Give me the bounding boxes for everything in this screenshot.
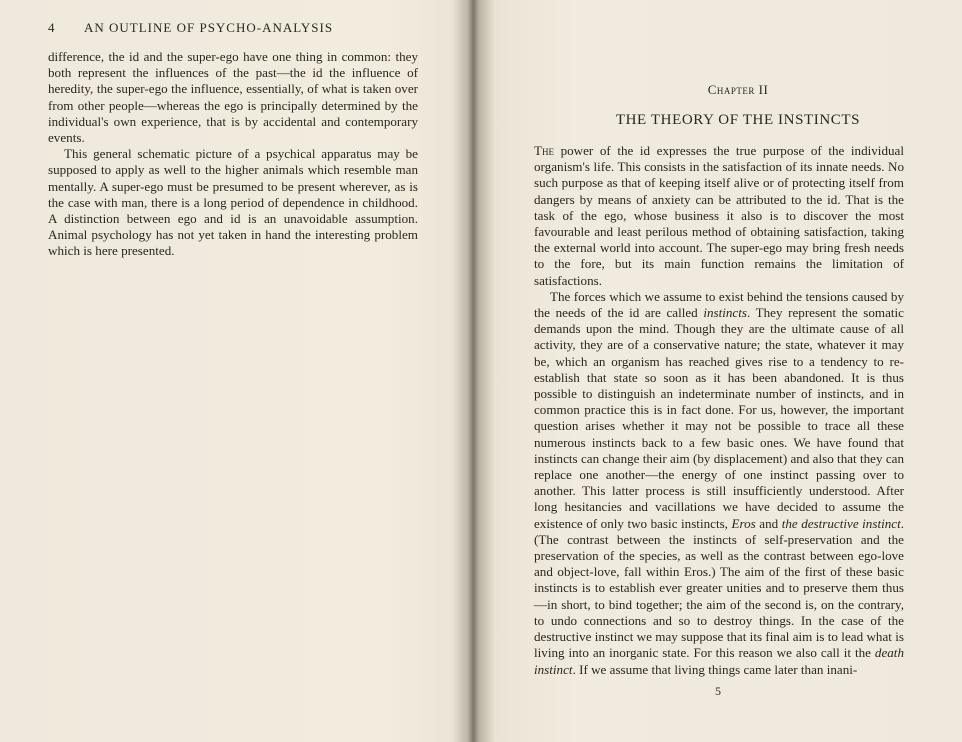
paragraph-text: and (755, 515, 782, 531)
paragraph-text: power of the id expresses the true purpose of the individual organism's life. This consists in the satisfaction of its innate needs. No such purpose as that of keeping itself alive or of protecting itself from dangers by means of anxiety can be attributed to the id. That is the task of the ego, whose business it also is to discover the most favourable and least perilous method of obtaining satisfaction, taking the external world into account. The super-ego may bring fresh needs to the fore, but its main function remains the limitation of satisfactions. (534, 143, 904, 288)
italic-term-instincts: instincts (703, 305, 747, 321)
running-head (48, 20, 420, 36)
left-page (0, 0, 470, 742)
paragraph-text: . They represent the somatic demands upon the mind. Though they are the ultimate cause of all activity, they are of a conservative nature; the state, whatever it may be, which an organism has reached gives rise to a tendency to re-establish that state so soon as it has been abandoned. It is thus possible to distinguish an indeterminate number of instincts, and in common practice this is in fact done. For us, however, the important question arises whether it may not be possible to trace all these numerous instincts back to a few basic ones. We have found that instincts can change their aim (by displacement) and also that they can replace one another—the energy of one instinct passing over to another. This latter process is still insufficiently understood. After long hesitancies and vacillations we have decided to assume the existence of only two basic instincts, (534, 305, 904, 531)
left-body-text (48, 49, 418, 260)
paragraph-lead-word: The (534, 143, 554, 158)
page-number-right: 5 (715, 684, 721, 698)
paragraph: This general schematic picture of a psychical apparatus may be supposed to apply as well to the higher animals which resemble man mentally. A super-ego must be presumed to be present wherever, as is the case with man, there is a long period of dependence in childhood. A distinction between ego and id is an unavoidable assumption. Animal psychology has not yet taken in hand the interesting problem which is here presented. (48, 146, 418, 259)
italic-term-eros: Eros (731, 515, 756, 531)
paragraph-text: . If we assume that living things came later than inani- (572, 661, 858, 677)
italic-term-destructive-instinct: the destructive instinct (781, 515, 901, 531)
right-page (478, 0, 962, 742)
paragraph-text: . (The contrast between the instincts of self-preservation and the preservation of the species, as well as the contrast between ego-love and object-love, fall within Eros.) The aim of the first of these basic instincts is to establish ever greater unities and to preserve them thus—in short, to bind together; the aim of the second is, on the contrary, to undo connections and so to destroy things. In the case of the destructive instinct we may suppose that its final aim is to lead what is living into an inorganic state. For this reason we also call it the (534, 515, 904, 661)
italic-term-death-instinct: death instinct (534, 645, 904, 677)
paragraph (534, 289, 904, 678)
paragraph (534, 143, 904, 289)
paragraph-text: The forces which we assume to exist behind the tensions caused by the needs of the id are called (534, 288, 904, 321)
chapter-label: Chapter II (707, 82, 769, 97)
chapter-title: THE THEORY OF THE INSTINCTS (615, 112, 861, 128)
right-body-text (534, 143, 904, 678)
running-head-title: AN OUTLINE OF PSYCHO-ANALYSIS (84, 20, 334, 35)
paragraph: difference, the id and the super-ego have one thing in common: they both represent the influences of the past—the id the influence of heredity, the super-ego the influence, essentially, of what is taken over from other people—whereas the ego is principally determined by the individual's own experience, that is by accidental and contemporary events. (48, 49, 418, 146)
page-number-left: 4 (48, 20, 56, 35)
